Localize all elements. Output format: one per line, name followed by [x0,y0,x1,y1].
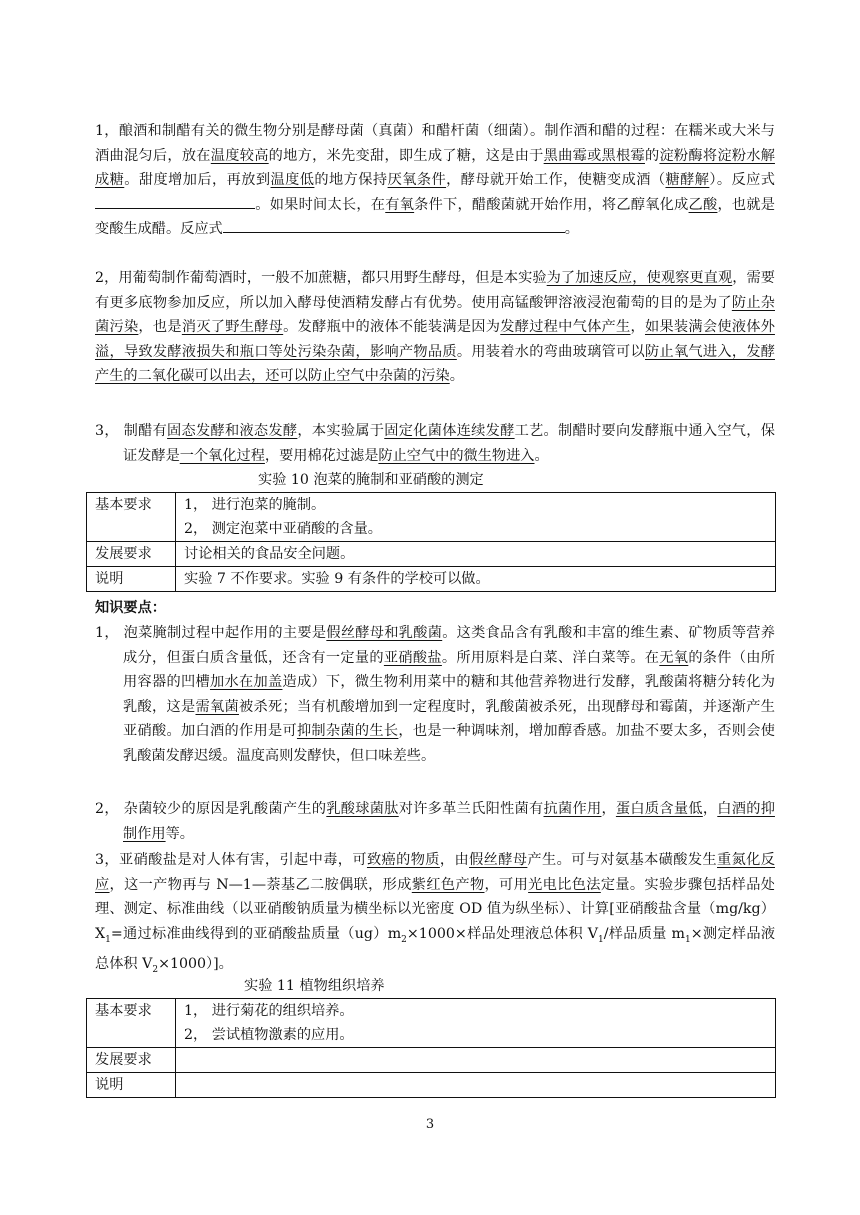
underlined-answer: 一个氧化过程 [179,447,265,464]
underlined-answer: 防止杂菌污染 [95,294,775,336]
underlined-answer: 如果装满会使液体外溢，导致发酵液损失和瓶口等处污染杂菌，影响产物品质 [95,319,775,360]
paragraph-grape-wine: 2，用葡萄制作葡萄酒时，一般不加蔗糖，都只用野生酵母，但是本实验为了加速反应，使观察更直观，需要有更多底物参加反应，所以加入酵母使酒精发酵占有优势。使用高锰酸钾溶液浸泡葡萄的目的是为了防止杂菌污染，也是消灭了野生酵母。发酵瓶中的液体不能装满是因为发酵过程中气体产生，如果装满会使液体外溢，导致发酵液损失和瓶口等处污染杂菌，影响产物品质。用装着水的弯曲玻璃管可以防止氧气进入，发酵产生的二氧化碳可以出去，还可以防止空气中杂菌的污染。 [95,270,775,385]
row-value: 实验 7 不作要求。实验 9 有条件的学校可以做。 [176,567,776,592]
experiment-10-requirements-table [86,492,776,592]
underlined-answer: 白酒的抑制作用 [123,801,775,842]
underlined-answer: 发酵过程中气体产生 [500,319,631,336]
row-key: 说明 [87,1073,176,1098]
underlined-answer: 有氧 [385,196,415,213]
underlined-answer: 紫红色产物 [411,876,485,893]
underlined-answer: 抗菌作用 [543,801,602,817]
underlined-answer: 致癌的物质 [366,852,440,868]
underlined-answer: 重氮化反应 [95,852,775,893]
experiment-10-title: 实验 10 泡菜的腌制和亚硝酸的测定 [258,472,484,488]
underlined-answer: 温度较高 [210,147,269,164]
paragraph-few-bacteria: 2， 杂菌较少的原因是乳酸菌产生的乳酸球菌肽对许多革兰氏阳性菌有抗菌作用，蛋白质含量低，白酒的抑制作用等。 [95,801,775,842]
paragraph-nitrite: 3，亚硝酸盐是对人体有害，引起中毒，可致癌的物质，由假丝酵母产生。可与对氨基本磺酸发生重氮化反应，这一产物再与 N—1—萘基乙二胺偶联，形成紫红色产物，可用光电比色法定量。实验步骤包括样品处理、测定、标准曲线（以亚硝酸钠质量为横坐标以光密度 OD 值为纵坐标）、计算[亚硝酸盐含量$(mg/kg)X_1=$通过标准曲线得到的亚硝酸盐质量$(ug)m_2\times 1000\times$样品处理液总体积 $V_1/$样品质量 $m_1\times$测定样品液总体积 $V_2\times 1000$）]。 [95,852,776,976]
row-value [176,1073,776,1098]
row-value: 讨论相关的食品安全问题。 [176,542,776,567]
underlined-answer: 乙酸 [688,196,718,213]
underlined-answer: 为了加速反应，使观察更直观 [546,270,733,286]
row-key: 发展要求 [87,1048,176,1073]
underlined-answer: 抑制杂菌的生长 [296,723,399,740]
row-value: 1， 进行泡菜的腌制。 2， 测定泡菜中亚硝酸的含量。 [176,493,776,542]
experiment-11-title: 实验 11 植物组织培养 [244,978,385,994]
underlined-answer: 光电比色法 [528,876,601,893]
underlined-answer: 厌氧条件 [387,172,447,189]
table-row [87,1048,776,1073]
underlined-answer: 防止氧气进入，发酵产生的二氧化碳可以出去，还可以防止空气中杂菌的污染 [95,343,775,385]
table-row [87,542,776,567]
underlined-answer: 淀粉酶将淀粉水解成糖 [95,147,775,189]
fill-blank-line [223,218,565,233]
paragraph-vinegar-process: 3， 制醋有固态发酵和液态发酵，本实验属于固定化菌体连续发酵工艺。制醋时要向发酵瓶中通入空气，保证发酵是一个氧化过程，要用棉花过滤是防止空气中的微生物进入。 [95,423,775,464]
underlined-answer: 假丝酵母 [469,852,528,868]
table-row [87,567,776,592]
underlined-answer: 固态发酵和液态发酵 [167,423,298,439]
row-value [176,1048,776,1073]
underlined-answer: 温度低 [270,172,315,189]
row-key: 基本要求 [87,999,176,1048]
row-key: 说明 [87,567,176,592]
fill-blank-line [95,194,255,209]
table-row [87,999,776,1048]
underlined-answer: 加水在加盖 [209,674,283,691]
underlined-answer: 需氧菌 [195,698,239,715]
underlined-answer: 假丝酵母和乳酸菌 [326,625,443,641]
underlined-answer: 无氧 [659,649,689,666]
underlined-answer: 固定化菌体连续发酵 [384,423,515,439]
underlined-answer: 消灭了野生酵母 [181,319,284,336]
underlined-answer: 蛋白质含量低 [615,801,703,817]
paragraph-wine-vinegar: 1，酿酒和制醋有关的微生物分别是酵母菌（真菌）和醋杆菌（细菌）。制作酒和醋的过程：在糯米或大米与酒曲混匀后，放在温度较高的地方，米先变甜，即生成了糖，这是由于黑曲霉或黑根霉的淀粉酶将淀粉水解成糖。甜度增加后，再放到温度低的地方保持厌氧条件，酵母就开始工作，使糖变成酒（糖酵解）。反应式。如果时间太长，在有氧条件下，醋酸菌就开始作用，将乙醇氧化成乙酸，也就是变酸生成醋。反应式 。 [95,123,775,238]
page-number: 3 [425,1117,435,1132]
experiment-11-requirements-table [86,998,776,1098]
underlined-answer: 黑曲霉或黑根霉 [543,147,645,164]
underlined-answer: 糖酵解 [665,172,710,189]
underlined-answer: 防止空气中的微生物进入 [378,447,535,464]
paragraph-pickle-process: 1， 泡菜腌制过程中起作用的主要是假丝酵母和乳酸菌。这类食品含有乳酸和丰富的维生素、矿物质等营养成分，但蛋白质含量低，还含有一定量的亚硝酸盐。所用原料是白菜、洋白菜等。在无氧的条件（由所用容器的凹槽加水在加盖造成）下，微生物利用菜中的糖和其他营养物进行发酵，乳酸菌将糖分转化为乳酸，这是需氧菌被杀死；当有机酸增加到一定程度时，乳酸菌被杀死，出现酵母和霉菌，并逐渐产生亚硝酸。加白酒的作用是可抑制杂菌的生长，也是一种调味剂，增加醇香感。加盐不要太多，否则会使乳酸菌发酵迟缓。温度高则发酵快，但口味差些。 [95,625,775,764]
row-key: 基本要求 [87,493,176,542]
knowledge-points-heading: 知识要点： [95,600,166,616]
row-value: 1， 进行菊花的组织培养。 2， 尝试植物激素的应用。 [176,999,776,1048]
underlined-answer: 乳酸球菌肽 [326,801,399,817]
underlined-answer: 亚硝酸盐 [383,649,442,666]
table-row [87,1073,776,1098]
table-row [87,493,776,542]
row-key: 发展要求 [87,542,176,567]
